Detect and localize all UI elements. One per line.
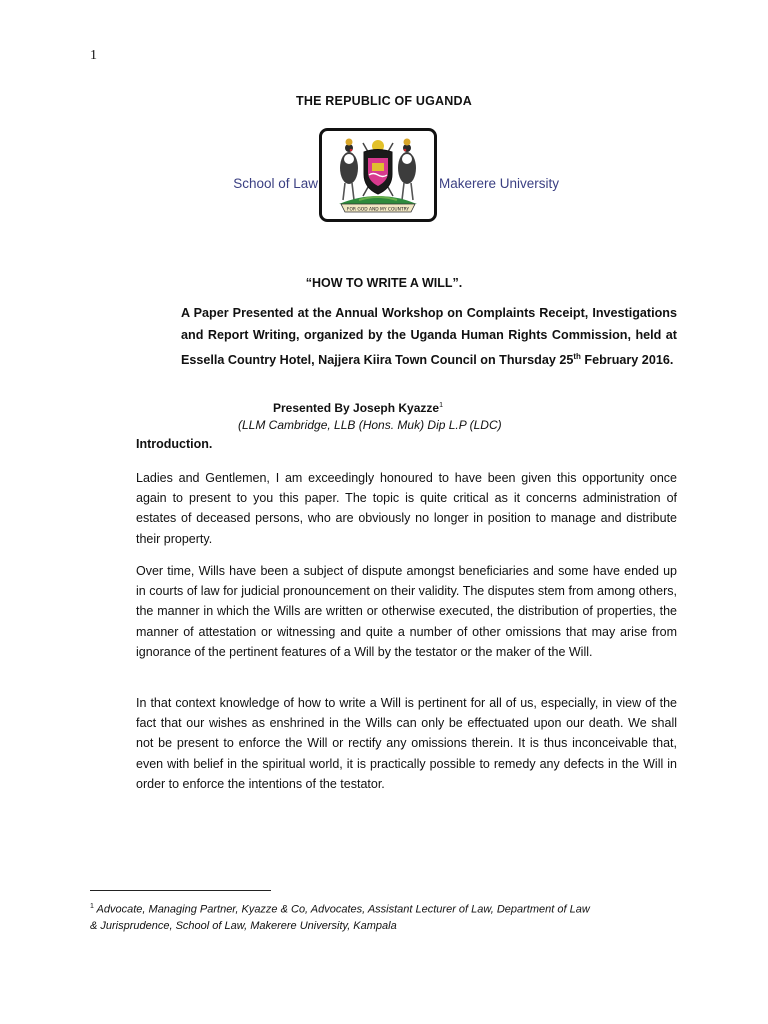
crest-row — [0, 128, 768, 222]
subtitle-date-rest: February 2016. — [580, 353, 674, 368]
footnote — [90, 899, 600, 934]
page-number: 1 — [90, 48, 97, 63]
subtitle-text: A Paper Presented at the Annual Workshop on Complaints Receipt, Investigations and Report Writing, organized by the Uganda Human Rights Commission, held at Essella Country Hotel, Najjera Kiira Town Council on Thursday 25 — [181, 306, 677, 368]
presenter-name: Presented By Joseph Kyazze — [273, 401, 440, 415]
republic-heading: THE REPUBLIC OF UGANDA — [296, 94, 472, 108]
section-heading: Introduction. — [136, 437, 213, 451]
crest-motto: FOR GOD AND MY COUNTRY — [346, 207, 410, 213]
presenter-line — [273, 401, 443, 415]
footnote-number: 1 — [90, 903, 94, 910]
paper-title: “HOW TO WRITE A WILL”. — [305, 276, 463, 290]
presenter-credentials: (LLM Cambridge, LLB (Hons. Muk) Dip L.P (LDC) — [238, 418, 502, 432]
footnote-text: Advocate, Managing Partner, Kyazze & Co, Advocates, Assistant Lecturer of Law, Department of Law & Jurisprudence, School of Law, Makerere University, Kampala — [90, 903, 590, 932]
uganda-coat-of-arms-icon — [319, 128, 437, 222]
footnote-reference: 1 — [439, 402, 443, 409]
body-paragraph: In that context knowledge of how to write a Will is pertinent for all of us, especially, in view of the fact that our wishes as enshrined in the Wills can only be effectuated upon our death. We shall not be present to enforce the Will or rectify any omissions therein. It is thus inconceivable that, even with belief in the spiritual world, it is practically possible to remedy any defects in the Will in order to enforce the intentions of the testator. — [136, 696, 677, 791]
subtitle-date-suffix: th — [573, 352, 581, 361]
paper-subtitle — [181, 302, 677, 371]
body-paragraph: Ladies and Gentlemen, I am exceedingly honoured to have been given this opportunity once again to present to you this paper. The topic is quite critical as it concerns administration of estates of deceased persons, who are obviously no longer in position to manage and distribute their property. — [136, 471, 677, 546]
footnote-divider — [90, 890, 271, 891]
school-label: School of Law — [233, 176, 318, 191]
body-paragraph: Over time, Wills have been a subject of dispute amongst beneficiaries and some have ended up in courts of law for judicial pronouncement on their validity. The disputes stem from among others, the manner in which the Wills are written or otherwise executed, the distribution of properties, the manner of attestation or witnessing and quite a number of other omissions that may arise from ignorance of the pertinent features of a Will by the testator or the maker of the Will. — [136, 564, 677, 659]
university-label: Makerere University — [439, 176, 560, 191]
